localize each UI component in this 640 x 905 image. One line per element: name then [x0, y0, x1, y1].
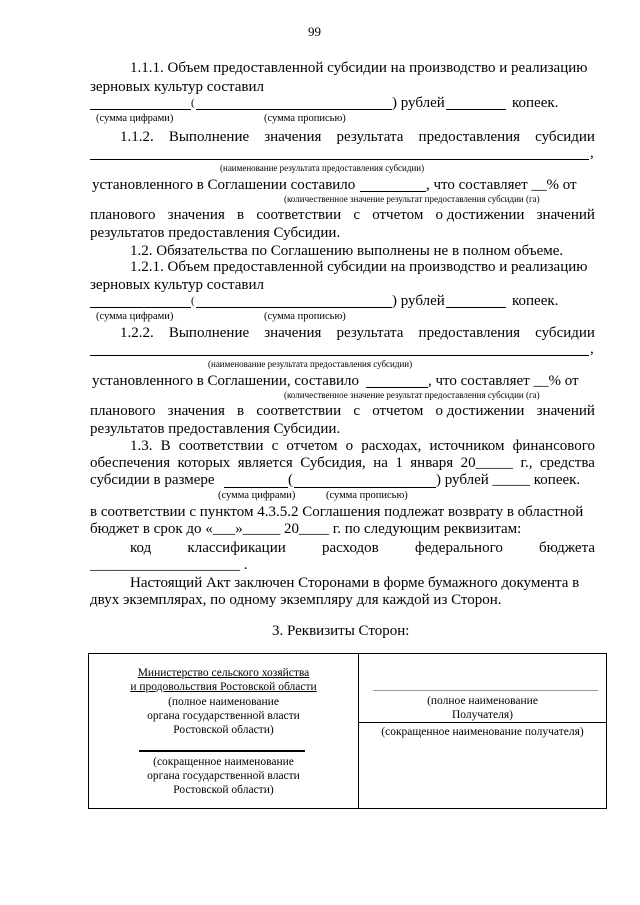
blank-line	[196, 109, 392, 110]
caption-digits: (сумма цифрами)	[218, 490, 296, 501]
blank-line	[446, 307, 506, 308]
caption-quantity: (количественное значение результат предоставления субсидии (га)	[284, 390, 540, 400]
blank-line	[360, 191, 426, 192]
s121-line2: зерновых культур составил	[90, 277, 264, 293]
s13-line6: код классификации расходов федерального бюджета	[130, 540, 595, 556]
caption-recipient-full: (полное наименование	[427, 695, 538, 707]
caption-result-name: (наименование результата предоставления субсидии)	[220, 163, 425, 173]
s13-line3-b: ) рублей _____ копеек.	[436, 472, 581, 488]
s13-line4: в соответствии с пунктом 4.3.5.2 Соглашения подлежат возврату в областной	[90, 504, 584, 520]
right-party-short-cell	[359, 723, 607, 809]
ministry-name-line1: Министерство сельского хозяйства	[137, 667, 310, 679]
caption-short-name: (сокращенное наименование	[153, 756, 294, 768]
caption-recipient-short: (сокращенное наименование получателя)	[381, 726, 584, 738]
s13-line7: ____________________ .	[90, 557, 248, 573]
full-name-line	[373, 690, 598, 691]
s111-rub: ) рублей	[392, 95, 445, 111]
s112-comma: ,	[590, 145, 594, 161]
caption-recipient-full: Получателя)	[452, 709, 513, 721]
s122-line1: 1.2.2. Выполнение значения результата предоставления субсидии	[120, 325, 595, 341]
blank-line	[196, 307, 392, 308]
s111-line2: зерновых культур составил	[90, 79, 264, 95]
blank-line	[90, 355, 589, 356]
requisites-table	[88, 653, 607, 809]
s111-paren: (	[191, 97, 195, 109]
s13-line5: бюджет в срок до «___»_____ 20____ г. по следующим реквизитам:	[90, 521, 522, 537]
final-line2: двух экземплярах, по одному экземпляру для каждой из Сторон.	[90, 592, 502, 608]
s112-established: установленного в Соглашении составило	[92, 177, 356, 193]
blank-line	[90, 307, 191, 308]
right-party-full-cell	[359, 654, 607, 723]
caption-digits: (сумма цифрами)	[96, 311, 174, 322]
s122-plan-line: планового значения в соответствии с отчетом о достижении значений	[90, 403, 595, 419]
s111-kop: копеек.	[512, 95, 559, 111]
s121-kop: копеек.	[512, 293, 559, 309]
s13-line3-paren: (	[288, 472, 293, 488]
short-name-line	[139, 750, 305, 752]
s13-line3-a: субсидии в размере	[90, 472, 215, 488]
caption-short-name: органа государственной власти	[147, 770, 300, 782]
caption-full-name: Ростовской области)	[173, 724, 274, 736]
section-title: 3. Реквизиты Сторон:	[272, 623, 410, 639]
blank-line	[294, 487, 436, 488]
left-party-cell	[89, 654, 359, 809]
s111-line1: 1.1.1. Объем предоставленной субсидии на производство и реализацию	[130, 60, 588, 76]
s121-paren: (	[191, 295, 195, 307]
s122-that-is: , что составляет __% от	[428, 373, 579, 389]
final-line1: Настоящий Акт заключен Сторонами в форме бумажного документа в	[130, 575, 580, 591]
s112-line1: 1.1.2. Выполнение значения результата предоставления субсидии	[120, 129, 595, 145]
blank-line	[90, 109, 191, 110]
s112-plan-line: планового значения в соответствии с отчетом о достижении значений	[90, 207, 595, 223]
s112-results: результатов предоставления Субсидии.	[90, 225, 341, 241]
s122-established: установленного в Соглашении, составило	[92, 373, 360, 389]
ministry-name-line2: и продовольствия Ростовской области	[130, 681, 317, 693]
caption-words: (сумма прописью)	[264, 311, 346, 322]
caption-result-name: (наименование результата предоставления субсидии)	[208, 359, 413, 369]
blank-line	[446, 109, 506, 110]
s13-line2: обеспечения которых является Субсидия, на 1 января 20_____ г., средства	[90, 455, 595, 471]
caption-words: (сумма прописью)	[264, 113, 346, 124]
caption-full-name: (полное наименование	[168, 696, 279, 708]
s121-rub: ) рублей	[392, 293, 445, 309]
s13-line1: 1.3. В соответствии с отчетом о расходах, источником финансового	[130, 438, 595, 454]
caption-digits: (сумма цифрами)	[96, 113, 174, 124]
s12-text: 1.2. Обязательства по Соглашению выполнены не в полном объеме.	[130, 243, 564, 259]
caption-words: (сумма прописью)	[326, 490, 408, 501]
s122-comma: ,	[590, 341, 594, 357]
blank-line	[224, 487, 288, 488]
blank-line	[90, 159, 589, 160]
page-number: 99	[308, 24, 321, 39]
caption-quantity: (количественное значение результат предоставления субсидии (га)	[284, 194, 540, 204]
s122-results: результатов предоставления Субсидии.	[90, 421, 341, 437]
caption-short-name: Ростовской области)	[173, 784, 274, 796]
caption-full-name: органа государственной власти	[147, 710, 300, 722]
s121-line1: 1.2.1. Объем предоставленной субсидии на производство и реализацию	[130, 259, 588, 275]
s112-that-is: , что составляет __% от	[426, 177, 577, 193]
blank-line	[366, 387, 428, 388]
